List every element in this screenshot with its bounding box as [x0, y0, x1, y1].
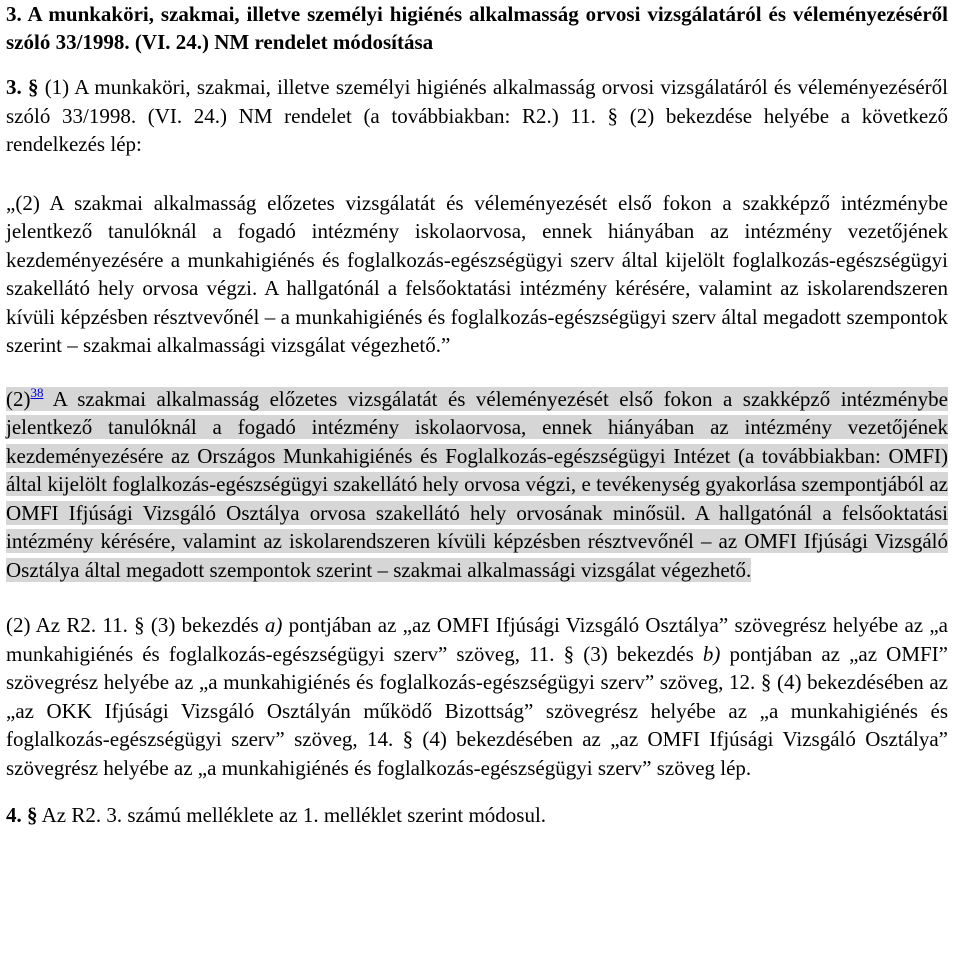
- original-provision-body: A szakmai alkalmasság előzetes vizsgálatát és véleményezését első fokon a szakképző intézménybe jelentkező tanulóknál a fogadó intézmény iskolaorvosa, ennek hiányában az intézmény vezetőjének kezdeményezésére az Országos Munkahigiénés és Foglalkozás-egészségügyi Intézet (a továbbiakban: OMFI) által kijelölt foglalkozás-egészségügyi szakellátó hely orvosa végzi, e tevékenység gyakorlása szempontjából az OMFI Ifjúsági Vizsgáló Osztálya orvosa szakellátó hely orvosának minősül. A hallgatónál a felsőoktatási intézmény kérésére, valamint az iskolarendszeren kívüli képzésben résztvevőnél – az OMFI Ifjúsági Vizsgáló Osztálya által megadott szempontok szerint – szakmai alkalmassági vizsgálat végezhető.: [6, 386, 948, 582]
- section-3-paragraph-1-text: (1) A munkaköri, szakmai, illetve személyi higiénés alkalmasság orvosi vizsgálatáról és véleményezéséről szóló 33/1998. (VI. 24.) NM rendelet (a továbbiakban: R2.) 11. § (2) bekezdése helyébe a következő rendelkezés lép:: [6, 75, 949, 156]
- original-provision-prefix: (2): [6, 386, 31, 411]
- section-3-paragraph-2-part-3: pontjában az „az OMFI” szövegrész helyébe az „a munkahigiénés és foglalkozás-egészségügyi szerv” szöveg, 12. § (4) bekezdésében az „az OKK Ifjúsági Vizsgáló Osztályán működő Bizottság” szövegrész helyébe az „a munkahigiénés és foglalkozás-egészségügyi szerv” szöveg, 14. § (4) bekezdésében az „az OMFI Ifjúsági Vizsgáló Osztálya” szövegrész helyébe az „a munkahigiénés és foglalkozás-egészségügyi szerv” szöveg lép.: [6, 641, 948, 780]
- section-3-paragraph-2-part-2: pontjában az „az OMFI Ifjúsági Vizsgáló Osztálya” szövegrész helyébe az „a munkahigiénés és foglalkozás-egészségügyi szerv” szöveg, 11. § (3) bekezdés: [6, 613, 948, 666]
- point-b-label: b): [702, 641, 721, 666]
- section-3-paragraph-1: [6, 73, 948, 159]
- section-4-paragraph: [6, 801, 948, 830]
- section-3-paragraph-2: [6, 611, 948, 782]
- point-a-label: a): [264, 613, 283, 637]
- section-3-paragraph-2-part-1: (2) Az R2. 11. § (3) bekezdés: [6, 613, 265, 637]
- heading-title: A munkaköri, szakmai, illetve személyi higiénés alkalmasság orvosi vizsgálatáról és véleményezéséről szóló 33/1998. (VI. 24.) NM rendelet módosítása: [6, 2, 949, 54]
- footnote-link-38[interactable]: 38: [30, 384, 44, 400]
- quoted-provision: „(2) A szakmai alkalmasság előzetes vizsgálatát és véleményezését első fokon a szakképző intézménybe jelentkező tanulóknál a fogadó intézmény iskolaorvosa, ennek hiányában az intézmény vezetőjének kezdeményezésére a munkahigiénés és foglalkozás-egészségügyi szerv által kijelölt foglalkozás-egészségügyi szakellátó hely orvosa végzi. A hallgatónál a felsőoktatási intézmény kérésére, valamint az iskolarendszeren kívüli képzésben résztvevőnél – a munkahigiénés és foglalkozás-egészségügyi szerv által megadott szempontok szerint – szakmai alkalmassági vizsgálat végezhető.”: [6, 190, 948, 357]
- section-4-number: 4. §: [6, 803, 38, 827]
- section-heading: [6, 0, 948, 56]
- section-3-number: 3. §: [6, 75, 39, 99]
- section-4-text: Az R2. 3. számú melléklete az 1. melléklet szerint módosul.: [41, 803, 547, 827]
- original-provision-highlighted: [6, 385, 948, 585]
- original-provision-text: [6, 384, 948, 582]
- heading-number: 3.: [6, 2, 22, 26]
